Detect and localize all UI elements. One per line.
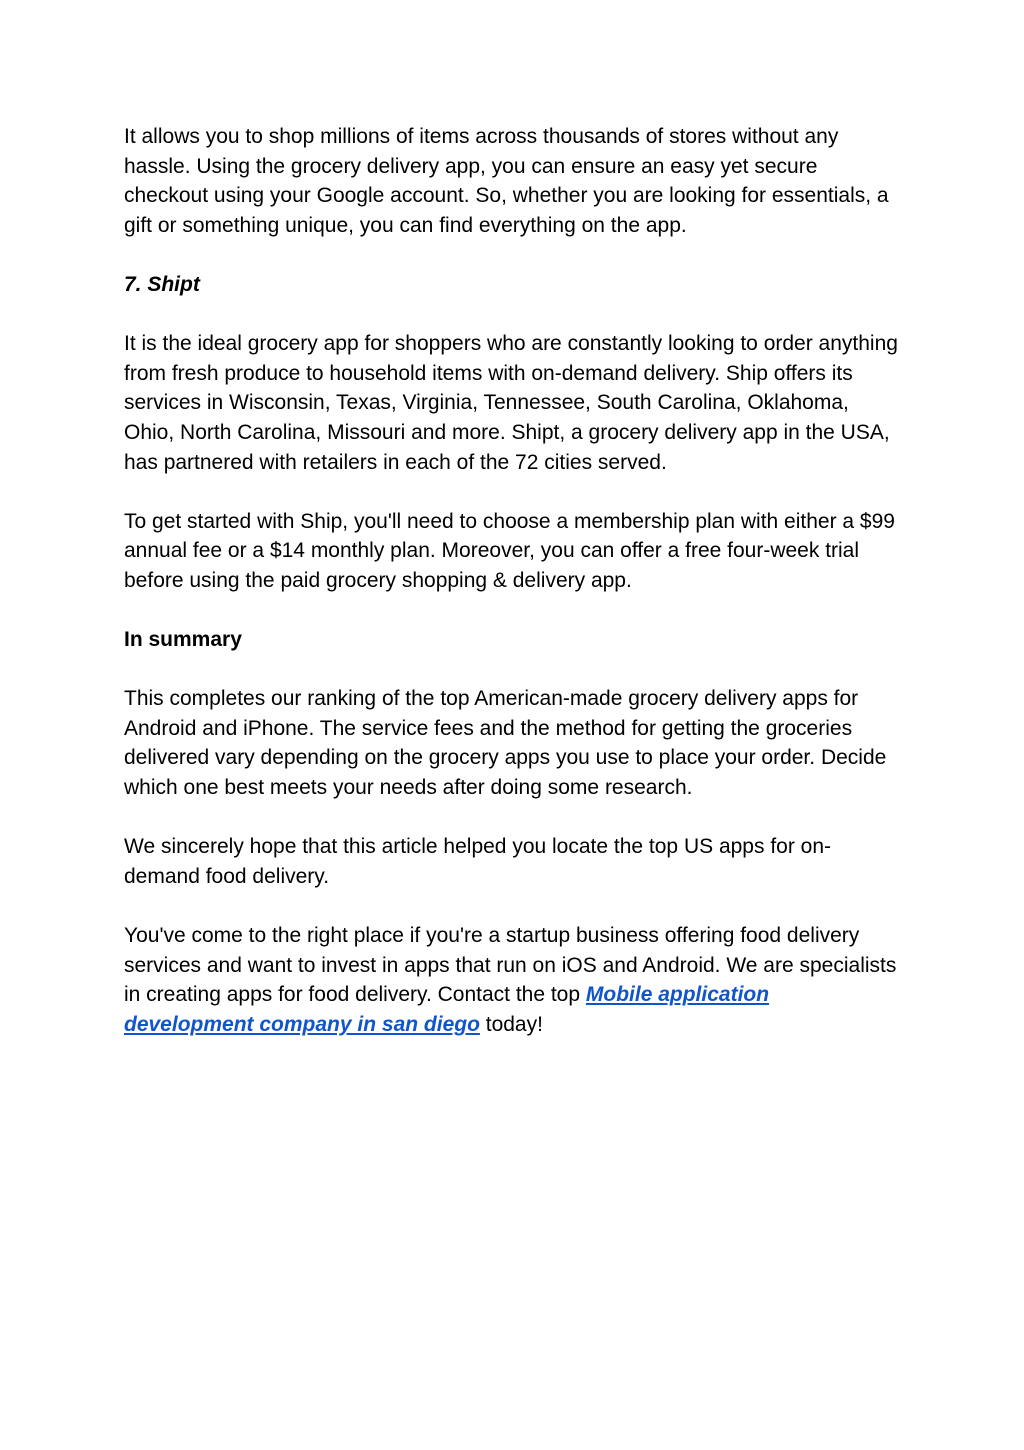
closing-paragraph (124, 921, 904, 1039)
closing-paragraph-end: today! (479, 1012, 543, 1036)
intro-paragraph: It allows you to shop millions of items across thousands of stores without any hassle. Using the grocery delivery app, you can ensure an easy yet secure checkout using your Google account. So, whether you are looking for essentials, a gift or something unique, you can find everything on the app. (124, 125, 889, 237)
section-heading-summary: In summary (124, 628, 242, 652)
mobile-app-company-link[interactable]: Mobile application development company in san diego (124, 983, 770, 1036)
section-heading-shipt: 7. Shipt (124, 272, 200, 296)
shipt-paragraph-2: To get started with Ship, you'll need to choose a membership plan with either a $99 annual fee or a $14 monthly plan. Moreover, you can offer a free four-week trial before using the paid grocery shopping & delivery app. (124, 509, 895, 592)
summary-paragraph-2: We sincerely hope that this article helped you locate the top US apps for on-demand food delivery. (124, 835, 832, 888)
summary-paragraph-1: This completes our ranking of the top American-made grocery delivery apps for Android and iPhone. The service fees and the method for getting the groceries delivered vary depending on the grocery apps you use to place your order. Decide which one best meets your needs after doing some research. (124, 687, 887, 800)
closing-paragraph-text: You've come to the right place if you're a startup business offering food delivery services and want to invest in apps that run on iOS and Android. We are specialists in creating apps for food delivery. Contact the top (124, 924, 897, 1007)
document-page (124, 122, 904, 1069)
shipt-paragraph-1: It is the ideal grocery app for shoppers who are constantly looking to order anything from fresh produce to household items with on-demand delivery. Ship offers its services in Wisconsin, Texas, Virginia, Tennessee, South Carolina, Oklahoma, Ohio, North Carolina, Missouri and more. Shipt, a grocery delivery app in the USA, has partnered with retailers in each of the 72 cities served. (124, 332, 898, 474)
